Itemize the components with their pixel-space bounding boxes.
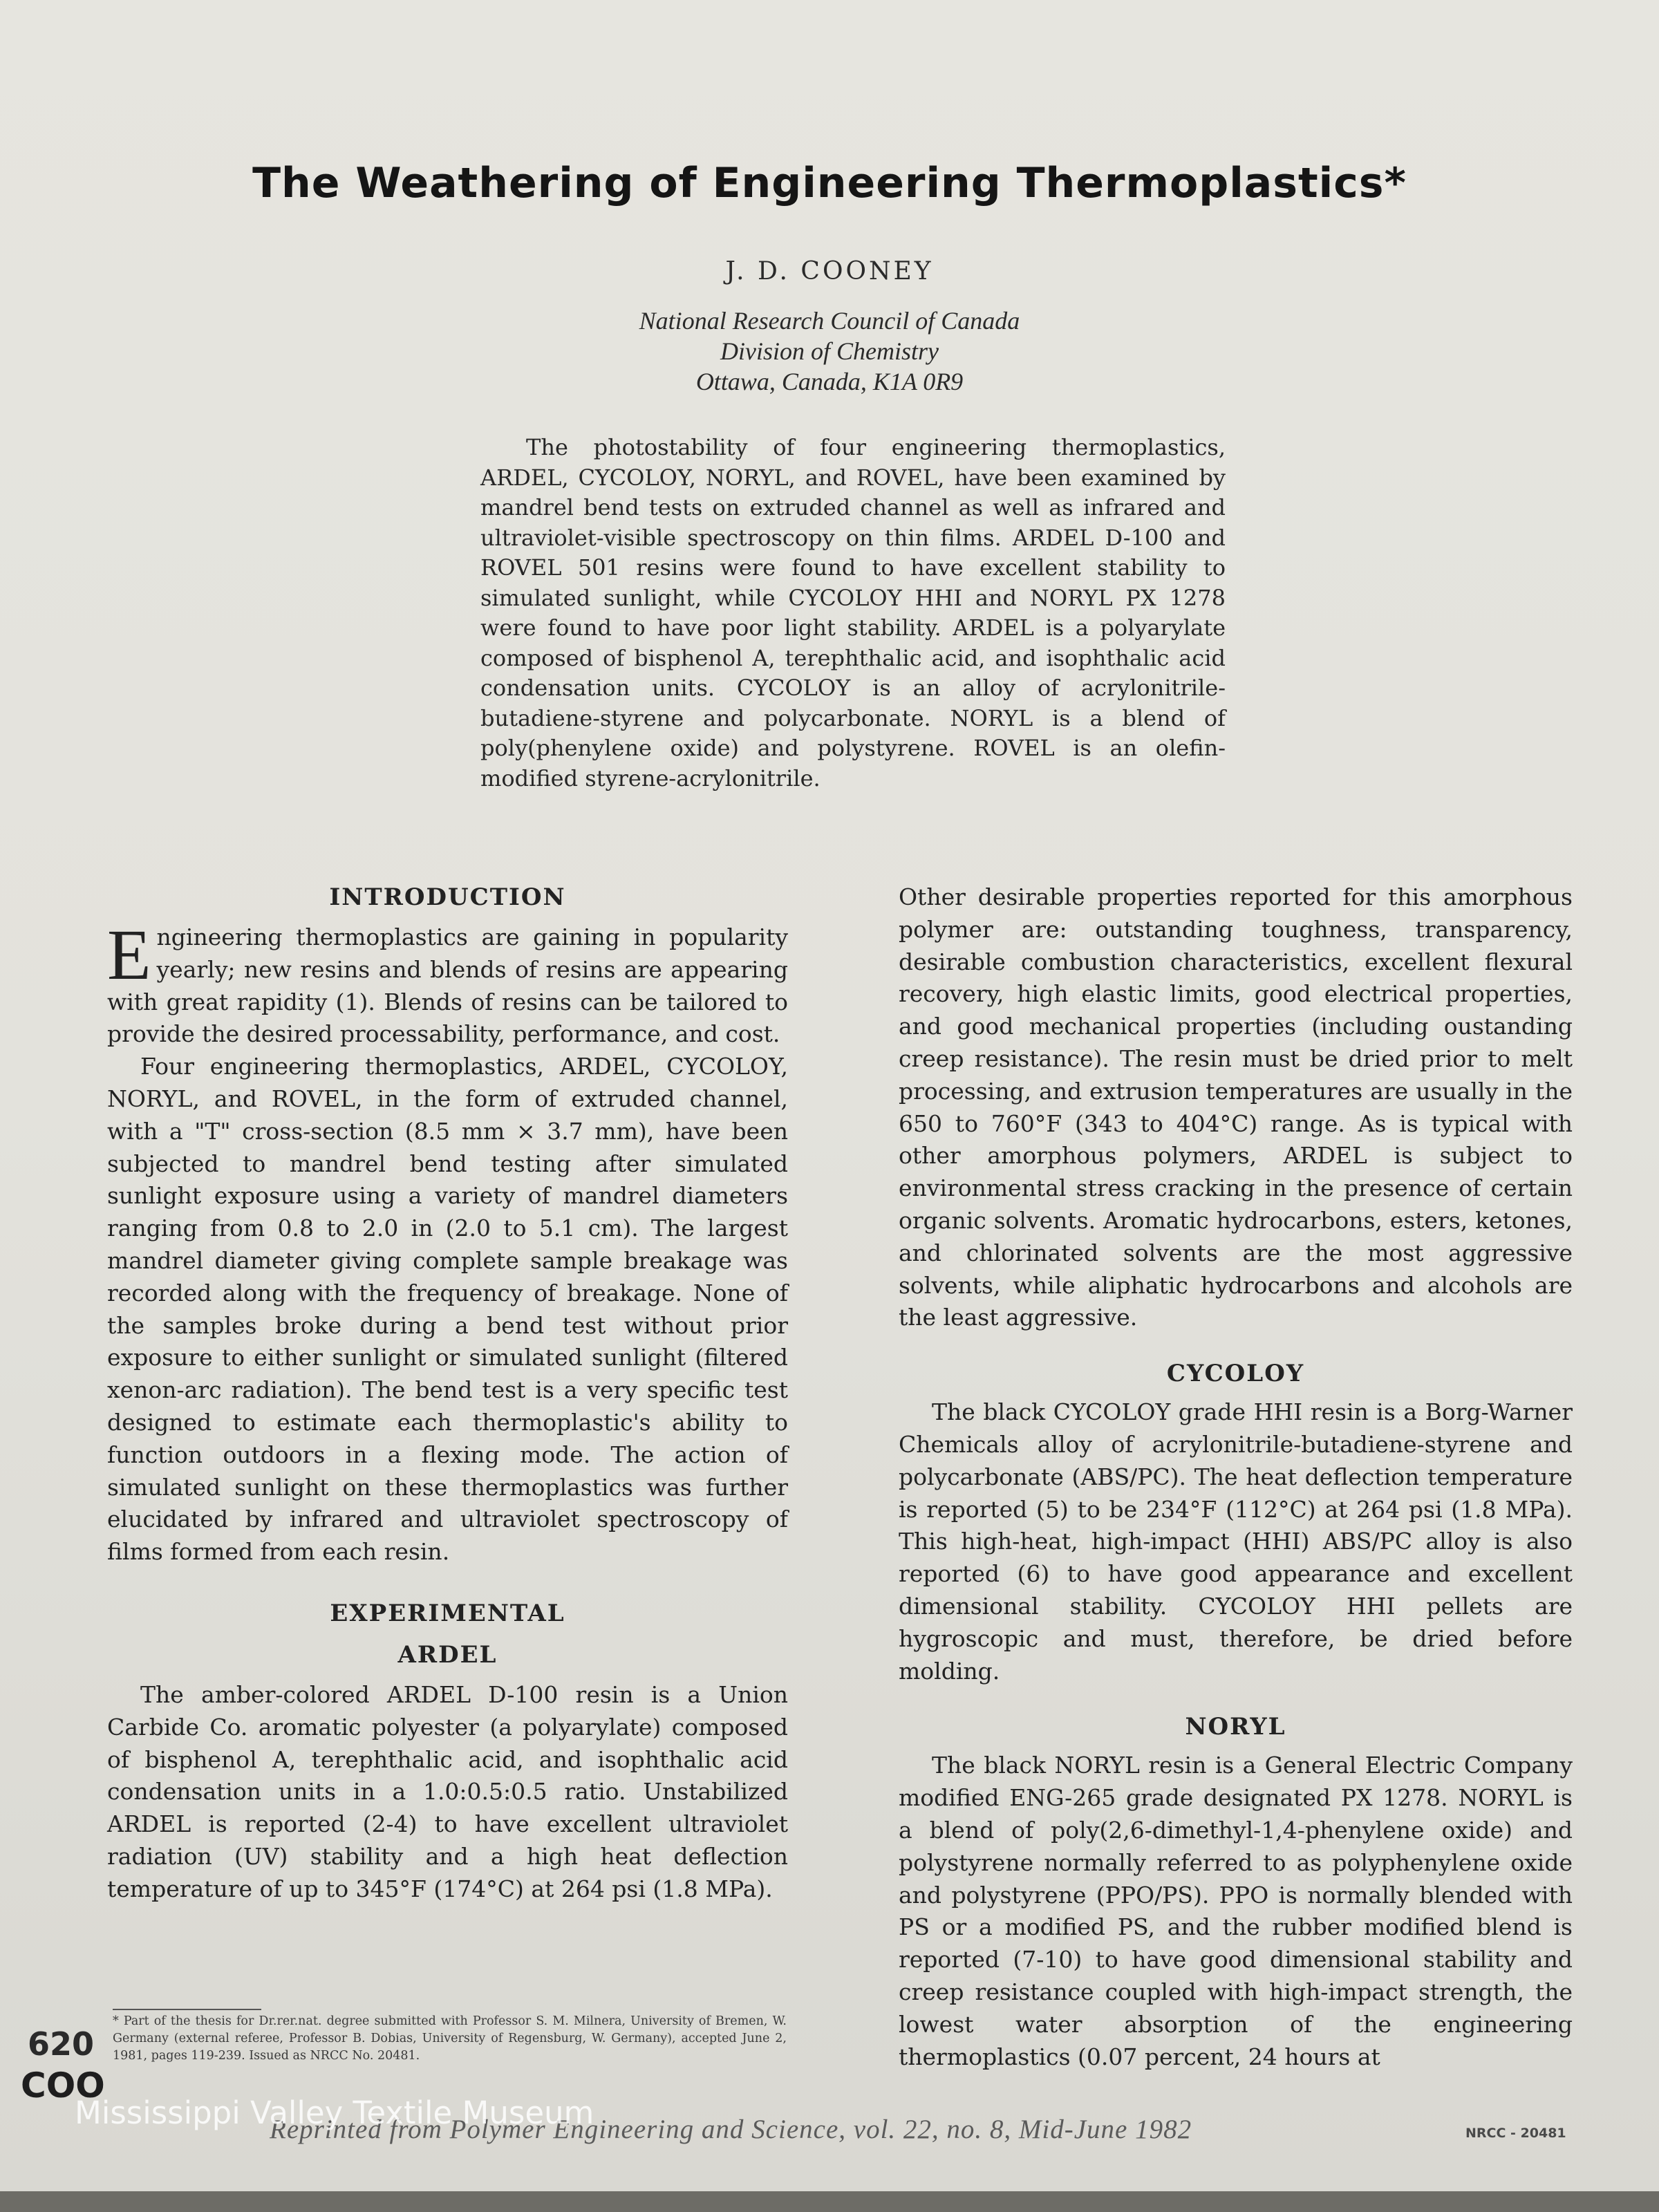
ardel-properties-paragraph: Other desirable properties reported for this amorphous polymer are: outstanding toughness, transparency, desirable combustion characteristics, excellent flexural recovery, high elastic limits, good electrical properties, and good mechanical properties (including oustanding creep resistance). The resin must be dried prior to melt processing, and extrusion temperatures are usually in the 650 to 760°F (343 to 404°C) range. As is typical with other amorphous polymers, ARDEL is subject to environmental stress cracking in the presence of certain organic solvents. Aromatic hydrocarbons, esters, ketones, and chlorinated solvents are the most aggressive solvents, while aliphatic hydrocarbons and alcohols are the least aggressive. xyxy=(899,883,1573,1331)
page-number: 620 xyxy=(28,2025,95,2063)
reprint-line: Reprinted from Polymer Engineering and Science, vol. 22, no. 8, Mid-June 1982 xyxy=(270,2115,1192,2144)
scan-edge xyxy=(0,2191,1659,2212)
cycoloy-heading: CYCOLOY xyxy=(1166,1360,1305,1388)
footnote: * Part of the thesis for Dr.rer.nat. degree submitted with Professor S. M. Milnera, University of Bremen, W. Germany (external referee, Professor B. Dobias, University of Regensburg, W. Germany), accepted June 2, 1981, pages 119-239. Issued as NRCC No. 20481. xyxy=(113,2014,787,2063)
affiliation-line: Ottawa, Canada, K1A 0R9 xyxy=(695,368,964,395)
affiliation-line: National Research Council of Canada xyxy=(639,307,1020,335)
ardel-paragraph: The amber-colored ARDEL D-100 resin is a Union Carbide Co. aromatic polyester (a polyarylate) composed of bisphenol A, terephthalic acid, and isophthalic acid condensation units in a 1.0:0.5:0.5 ratio. Unstabilized ARDEL is reported (2-4) to have excellent ultraviolet radiation (UV) stability and a high heat deflection temperature of up to 345°F (174°C) at 264 psi (1.8 MPa). xyxy=(107,1680,788,1902)
ardel-heading: ARDEL xyxy=(397,1640,498,1669)
article-title: The Weathering of Engineering Thermoplastics* xyxy=(252,159,1407,207)
introduction-heading: INTRODUCTION xyxy=(329,883,566,911)
museum-watermark: Mississippi Valley Textile Museum xyxy=(75,2094,594,2131)
nrcc-number: NRCC - 20481 xyxy=(1465,2126,1566,2141)
right-column xyxy=(899,881,1573,2073)
abstract: The photostability of four engineering thermoplastics, ARDEL, CYCOLOY, NORYL, and ROVEL, have been examined by mandrel bend tests on extruded channel as well as infrared and ultraviolet-visible spectroscopy on thin films. ARDEL D-100 and ROVEL 501 resins were found to have excellent stability to simulated sunlight, while CYCOLOY HHI and NORYL PX 1278 were found to have poor light stability. ARDEL is a polyarylate composed of bisphenol A, terephthalic acid, and isophthalic acid condensation units. CYCOLOY is an alloy of acrylonitrile-butadiene-styrene and polycarbonate. NORYL is a blend of poly(phenylene oxide) and polystyrene. ROVEL is an olefin-modified styrene-acrylonitrile. xyxy=(480,434,1226,791)
margin-label: COO xyxy=(21,2065,105,2106)
intro-paragraph xyxy=(107,915,788,1051)
cycoloy-paragraph: The black CYCOLOY grade HHI resin is a Borg-Warner Chemicals alloy of acrylonitrile-butadiene-styrene and polycarbonate (ABS/PC). The heat deflection temperature is reported (5) to be 234°F (112°C) at 264 psi (1.8 MPa). This high-heat, high-impact (HHI) ABS/PC alloy is also reported (6) to have good appearance and excellent dimensional stability. CYCOLOY HHI pellets are hygroscopic and must, therefore, be dried before molding. xyxy=(899,1398,1573,1685)
noryl-heading: NORYL xyxy=(1185,1713,1286,1741)
left-column xyxy=(107,881,788,1906)
footnote-rule xyxy=(113,2009,261,2010)
intro-text: ngineering thermoplastics are gaining in popularity yearly; new resins and blends of resins are appearing with great rapidity (1). Blends of resins can be tailored to provide the desired processability, performance, and cost. xyxy=(107,924,788,1048)
experimental-heading: EXPERIMENTAL xyxy=(330,1599,565,1627)
affiliation-block xyxy=(0,306,1659,397)
author-name: J. D. COONEY xyxy=(725,257,934,285)
affiliation-line: Division of Chemistry xyxy=(720,337,939,365)
intro-paragraph-2: Four engineering thermoplastics, ARDEL, CYCOLOY, NORYL, and ROVEL, in the form of extruded channel, with a "T" cross-section (8.5 mm × 3.7 mm), have been subjected to mandrel bend testing after simulated sunlight exposure using a variety of mandrel diameters ranging from 0.8 to 2.0 in (2.0 to 5.1 cm). The largest mandrel diameter giving complete sample breakage was recorded along with the frequency of breakage. None of the samples broke during a bend test without prior exposure to either sunlight or simulated sunlight (filtered xenon-arc radiation). The bend test is a very specific test designed to estimate each thermoplastic's ability to function outdoors in a flexing mode. The action of simulated sunlight on these thermoplastics was further elucidated by infrared and ultraviolet spectroscopy of films formed from each resin. xyxy=(107,1053,788,1566)
drop-cap: E xyxy=(107,915,151,995)
noryl-paragraph: The black NORYL resin is a General Electric Company modified ENG-265 grade designated PX 1278. NORYL is a blend of poly(2,6-dimethyl-1,4-phenylene oxide) and polystyrene normally referred to as polyphenylene oxide and polystyrene (PPO/PS). PPO is normally blended with PS or a modified PS, and the rubber modified blend is reported (7-10) to have good dimensional stability and creep resistance coupled with high-impact strength, the lowest water absorption of the engineering thermoplastics (0.07 percent, 24 hours at xyxy=(899,1752,1573,2070)
